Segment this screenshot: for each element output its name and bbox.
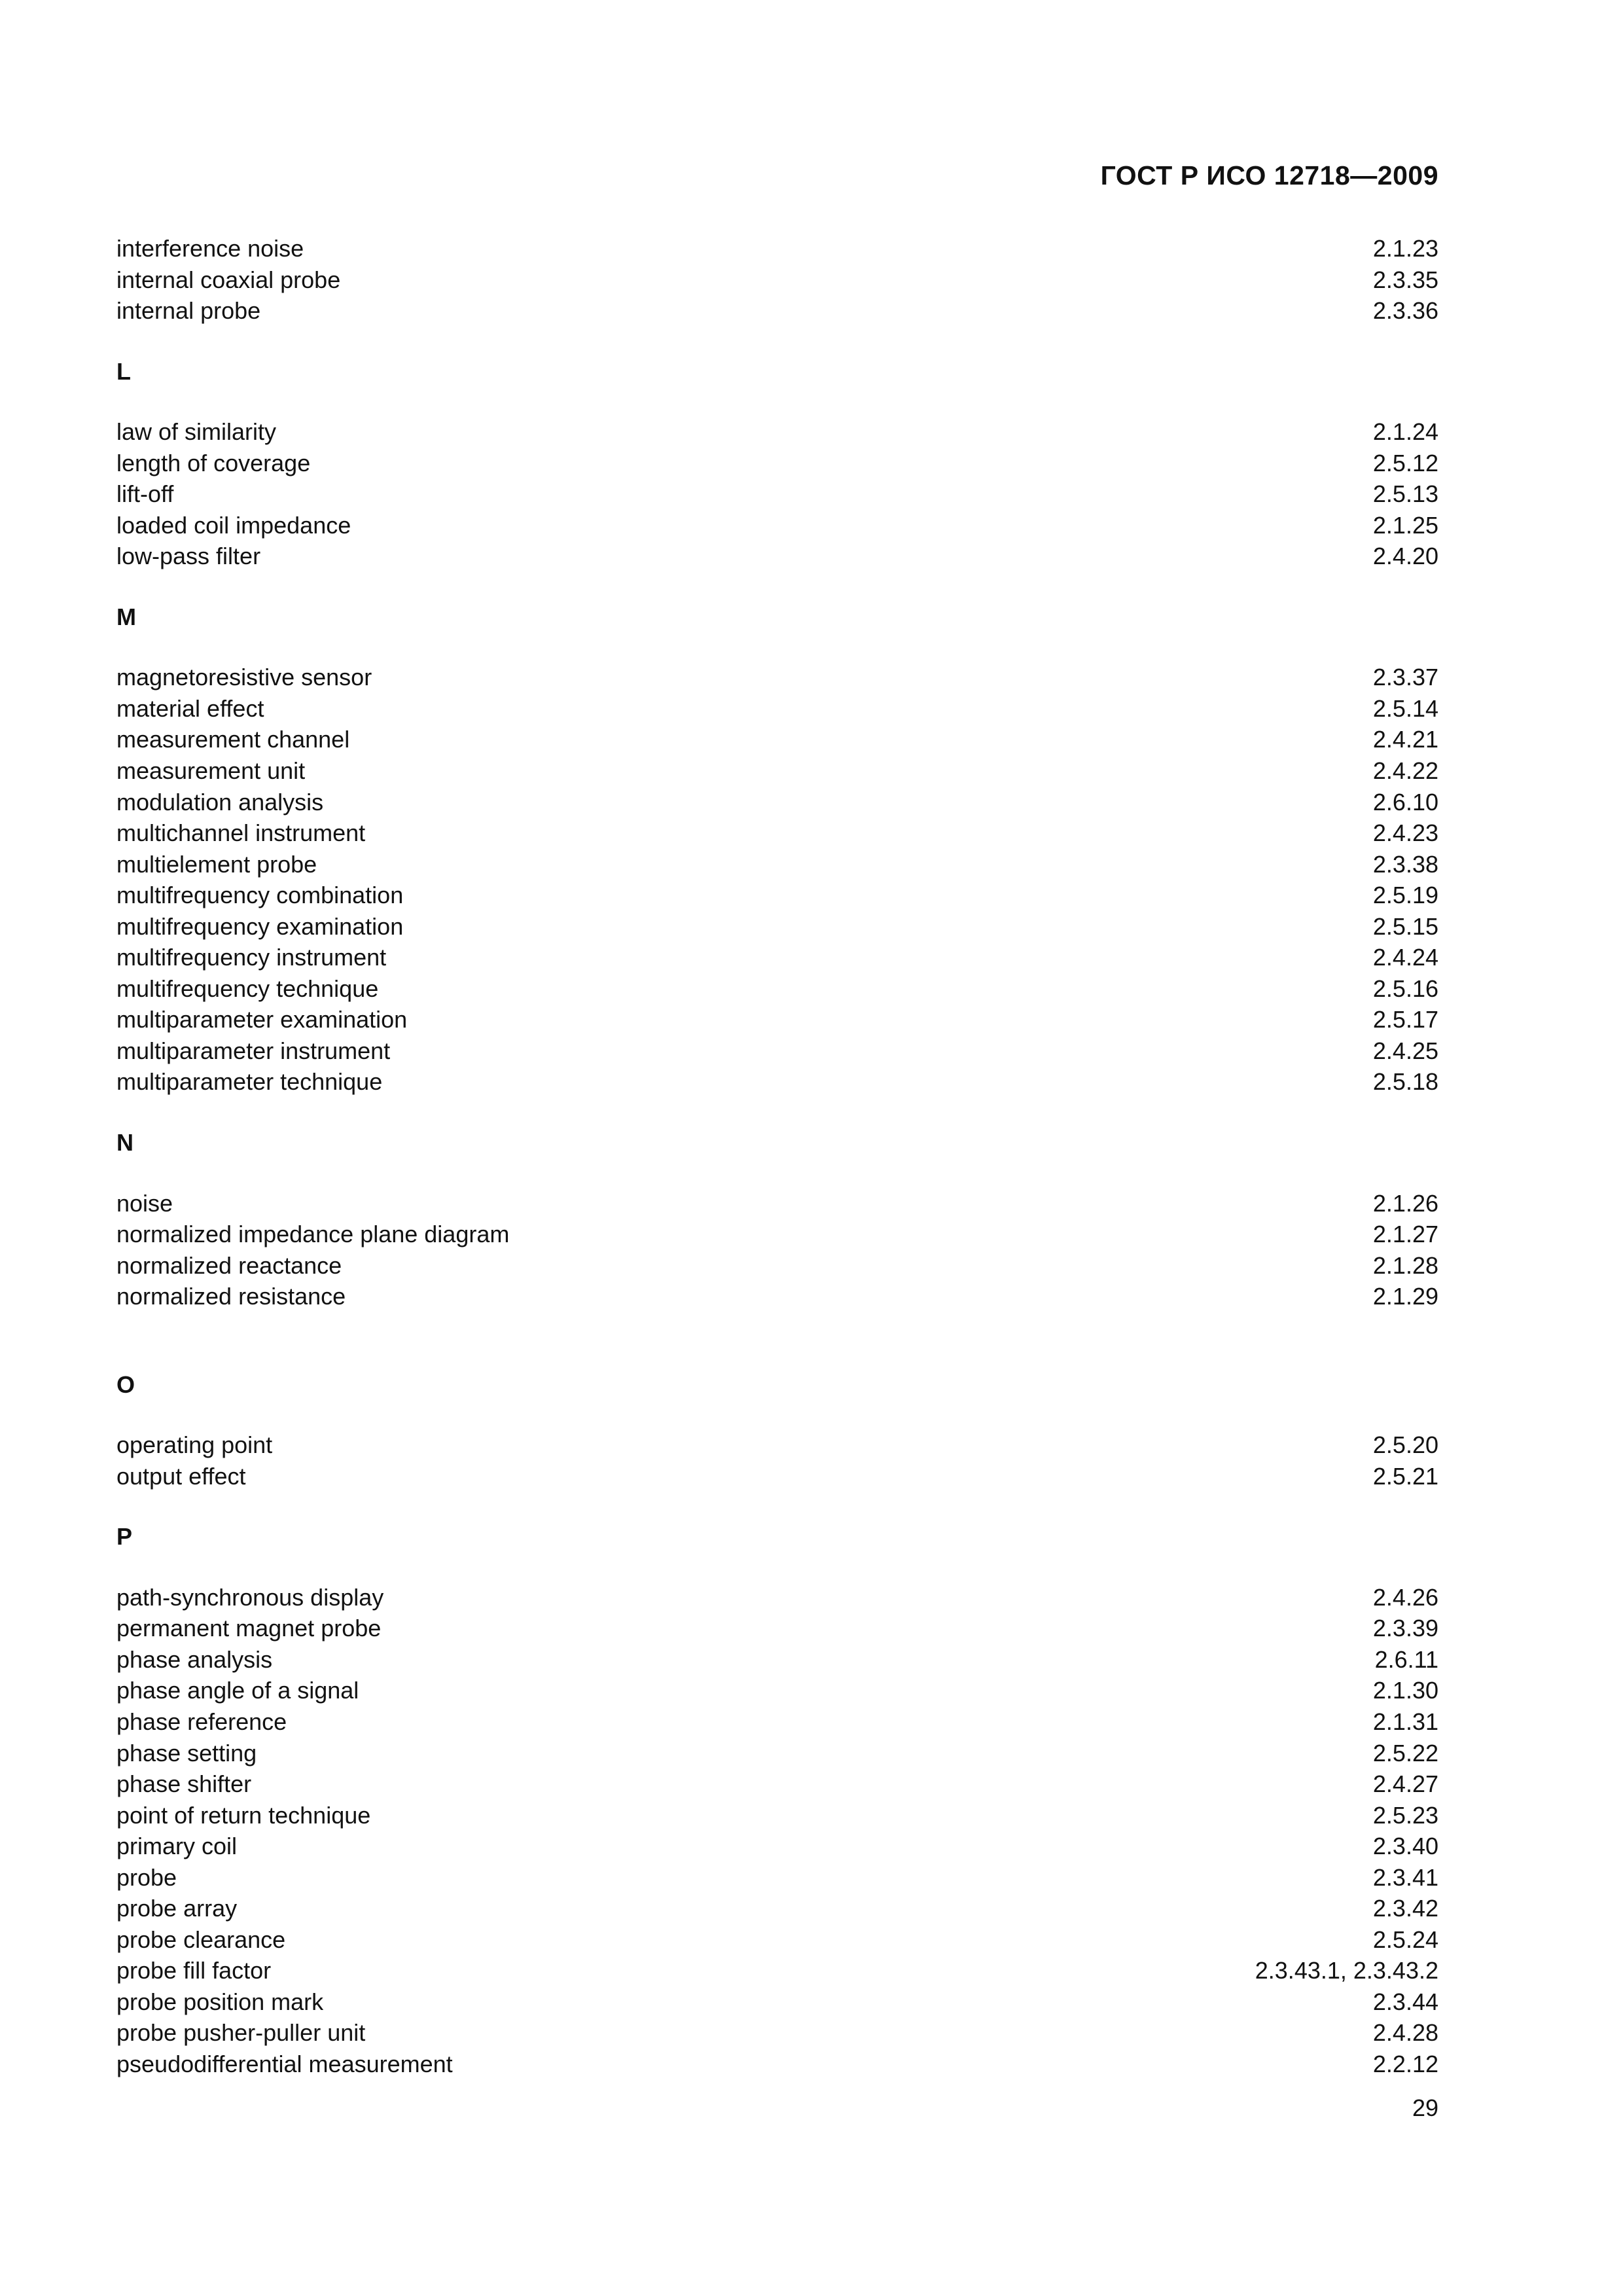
index-entry bbox=[116, 1035, 1438, 1067]
entry-term: measurement unit bbox=[116, 757, 306, 785]
index-entry bbox=[116, 1862, 1438, 1893]
entry-term: normalized impedance plane diagram bbox=[116, 1221, 510, 1248]
entry-reference: 2.4.22 bbox=[1372, 757, 1438, 785]
entry-reference: 2.3.35 bbox=[1372, 266, 1438, 293]
index-entry bbox=[116, 416, 1438, 448]
index-entry bbox=[116, 541, 1438, 572]
section-spacer bbox=[116, 1098, 1438, 1127]
page-number: 29 bbox=[1412, 2094, 1438, 2121]
section-spacer bbox=[116, 327, 1438, 356]
letter-spacer bbox=[116, 1158, 1438, 1188]
letter-spacer bbox=[116, 1400, 1438, 1429]
entry-term: multifrequency combination bbox=[116, 882, 404, 909]
index-entry bbox=[116, 264, 1438, 296]
document-page bbox=[116, 0, 1438, 2296]
index-section bbox=[116, 356, 1438, 572]
index-entry bbox=[116, 510, 1438, 541]
entry-reference: 2.1.29 bbox=[1372, 1283, 1438, 1310]
entry-reference: 2.1.25 bbox=[1372, 511, 1438, 539]
index-entry bbox=[116, 1800, 1438, 1831]
entry-reference: 2.5.24 bbox=[1372, 1926, 1438, 1953]
entry-reference: 2.5.13 bbox=[1372, 480, 1438, 508]
index-section bbox=[116, 1369, 1438, 1492]
entry-term: internal coaxial probe bbox=[116, 266, 341, 293]
index-entry bbox=[116, 1461, 1438, 1492]
entry-term: interference noise bbox=[116, 235, 304, 262]
entry-reference: 2.3.40 bbox=[1372, 1833, 1438, 1860]
section-letter: O bbox=[116, 1371, 135, 1398]
entry-term: phase setting bbox=[116, 1739, 257, 1767]
entry-term: primary coil bbox=[116, 1833, 238, 1860]
entry-term: phase analysis bbox=[116, 1645, 273, 1673]
index-entry bbox=[116, 1893, 1438, 1924]
entry-reference: 2.5.14 bbox=[1372, 694, 1438, 722]
entry-term: noise bbox=[116, 1189, 173, 1217]
index-entry bbox=[116, 973, 1438, 1005]
entry-term: modulation analysis bbox=[116, 788, 324, 816]
entry-reference: 2.5.22 bbox=[1372, 1739, 1438, 1767]
section-letter: L bbox=[116, 357, 131, 385]
entry-term: low-pass filter bbox=[116, 543, 261, 570]
entry-term: probe position mark bbox=[116, 1988, 324, 2015]
entry-reference: 2.4.23 bbox=[1372, 819, 1438, 847]
index-entry bbox=[116, 1986, 1438, 2018]
index-entry bbox=[116, 1004, 1438, 1035]
entry-reference: 2.1.28 bbox=[1372, 1251, 1438, 1279]
entry-reference: 2.1.31 bbox=[1372, 1708, 1438, 1735]
entry-reference: 2.4.20 bbox=[1372, 543, 1438, 570]
entry-reference: 2.1.30 bbox=[1372, 1677, 1438, 1704]
entry-term: measurement channel bbox=[116, 726, 350, 753]
entry-reference: 2.5.19 bbox=[1372, 882, 1438, 909]
index-entry bbox=[116, 817, 1438, 849]
index-entry bbox=[116, 233, 1438, 264]
index-entry bbox=[116, 2049, 1438, 2080]
entry-term: law of similarity bbox=[116, 418, 277, 446]
entry-reference: 2.3.36 bbox=[1372, 297, 1438, 325]
entry-reference: 2.5.15 bbox=[1372, 912, 1438, 940]
index-entry bbox=[116, 1675, 1438, 1706]
entry-term: multiparameter examination bbox=[116, 1006, 408, 1033]
entry-term: loaded coil impedance bbox=[116, 511, 351, 539]
entry-reference: 2.1.26 bbox=[1372, 1189, 1438, 1217]
entry-term: phase angle of a signal bbox=[116, 1677, 359, 1704]
document-header: ГОСТ Р ИСО 12718—2009 bbox=[1100, 160, 1438, 190]
index-entry bbox=[116, 1429, 1438, 1461]
entry-reference: 2.6.11 bbox=[1374, 1645, 1438, 1673]
letter-spacer bbox=[116, 387, 1438, 416]
index-entry bbox=[116, 1219, 1438, 1250]
entry-term: path-synchronous display bbox=[116, 1583, 384, 1611]
index-entry bbox=[116, 2017, 1438, 2049]
index-entry bbox=[116, 478, 1438, 510]
entry-term: permanent magnet probe bbox=[116, 1615, 382, 1642]
letter-spacer bbox=[116, 1552, 1438, 1582]
index-section bbox=[116, 1127, 1438, 1312]
section-spacer bbox=[116, 572, 1438, 601]
index-entry bbox=[116, 849, 1438, 880]
entry-term: multichannel instrument bbox=[116, 819, 366, 847]
index-entry bbox=[116, 1738, 1438, 1769]
index-entry bbox=[116, 1188, 1438, 1219]
entry-reference: 2.5.18 bbox=[1372, 1068, 1438, 1096]
entry-term: probe clearance bbox=[116, 1926, 286, 1953]
section-letter: M bbox=[116, 603, 136, 630]
entry-term: pseudodifferential measurement bbox=[116, 2051, 453, 2078]
entry-reference: 2.3.42 bbox=[1372, 1895, 1438, 1922]
entry-reference: 2.5.21 bbox=[1372, 1462, 1438, 1490]
index-entry bbox=[116, 1066, 1438, 1098]
entry-reference: 2.4.24 bbox=[1372, 944, 1438, 971]
entry-term: multifrequency technique bbox=[116, 975, 379, 1002]
index-entry bbox=[116, 1582, 1438, 1613]
index-section bbox=[116, 233, 1438, 327]
entry-term: normalized reactance bbox=[116, 1251, 342, 1279]
entry-term: probe pusher-puller unit bbox=[116, 2019, 366, 2047]
index-entry bbox=[116, 1613, 1438, 1644]
entry-reference: 2.6.10 bbox=[1372, 788, 1438, 816]
entry-term: probe fill factor bbox=[116, 1957, 272, 1984]
entry-reference: 2.4.25 bbox=[1372, 1037, 1438, 1064]
entry-reference: 2.3.37 bbox=[1372, 664, 1438, 691]
index-entry bbox=[116, 1706, 1438, 1738]
index-entry bbox=[116, 942, 1438, 973]
index-entry bbox=[116, 1250, 1438, 1282]
entry-reference: 2.5.17 bbox=[1372, 1006, 1438, 1033]
entry-term: multiparameter technique bbox=[116, 1068, 383, 1096]
entry-term: operating point bbox=[116, 1431, 273, 1459]
entry-term: multielement probe bbox=[116, 850, 317, 878]
entry-reference: 2.5.20 bbox=[1372, 1431, 1438, 1459]
entry-reference: 2.1.23 bbox=[1372, 235, 1438, 262]
entry-reference: 2.2.12 bbox=[1372, 2051, 1438, 2078]
entry-reference: 2.3.41 bbox=[1372, 1863, 1438, 1891]
index-entry bbox=[116, 693, 1438, 725]
entry-reference: 2.3.38 bbox=[1372, 850, 1438, 878]
index-entry bbox=[116, 295, 1438, 327]
index-section bbox=[116, 601, 1438, 1098]
entry-term: magnetoresistive sensor bbox=[116, 664, 372, 691]
entry-reference: 2.4.27 bbox=[1372, 1770, 1438, 1798]
entry-term: output effect bbox=[116, 1462, 246, 1490]
entry-reference: 2.1.27 bbox=[1372, 1221, 1438, 1248]
entry-reference: 2.5.23 bbox=[1372, 1801, 1438, 1829]
entry-reference: 2.3.44 bbox=[1372, 1988, 1438, 2015]
index-entry bbox=[116, 911, 1438, 942]
entry-term: internal probe bbox=[116, 297, 261, 325]
entry-reference: 2.5.16 bbox=[1372, 975, 1438, 1002]
index-section bbox=[116, 1521, 1438, 2079]
index-entry bbox=[116, 755, 1438, 787]
entry-reference: 2.3.39 bbox=[1372, 1615, 1438, 1642]
index-entry bbox=[116, 724, 1438, 755]
entry-term: phase shifter bbox=[116, 1770, 252, 1798]
entry-term: point of return technique bbox=[116, 1801, 371, 1829]
entry-reference: 2.4.26 bbox=[1372, 1583, 1438, 1611]
entry-term: probe bbox=[116, 1863, 177, 1891]
index-entry bbox=[116, 1281, 1438, 1312]
entry-reference: 2.3.43.1, 2.3.43.2 bbox=[1255, 1957, 1438, 1984]
entry-term: multiparameter instrument bbox=[116, 1037, 391, 1064]
index-entry bbox=[116, 1955, 1438, 1986]
entry-term: lift-off bbox=[116, 480, 174, 508]
index-entry bbox=[116, 1924, 1438, 1956]
letter-spacer bbox=[116, 632, 1438, 662]
entry-term: multifrequency instrument bbox=[116, 944, 387, 971]
index-entry bbox=[116, 448, 1438, 479]
section-letter: P bbox=[116, 1523, 133, 1551]
entry-term: probe array bbox=[116, 1895, 238, 1922]
entry-reference: 2.4.28 bbox=[1372, 2019, 1438, 2047]
index-entry bbox=[116, 662, 1438, 693]
section-letter: N bbox=[116, 1129, 134, 1157]
entry-term: phase reference bbox=[116, 1708, 287, 1735]
index-entry bbox=[116, 1644, 1438, 1676]
entry-term: multifrequency examination bbox=[116, 912, 404, 940]
entry-reference: 2.4.21 bbox=[1372, 726, 1438, 753]
index-entry bbox=[116, 880, 1438, 911]
entry-reference: 2.5.12 bbox=[1372, 449, 1438, 476]
term-index bbox=[116, 233, 1438, 2080]
section-spacer bbox=[116, 1312, 1438, 1369]
index-entry bbox=[116, 1768, 1438, 1800]
section-spacer bbox=[116, 1492, 1438, 1521]
index-entry bbox=[116, 1831, 1438, 1862]
index-entry bbox=[116, 787, 1438, 818]
entry-term: normalized resistance bbox=[116, 1283, 346, 1310]
entry-term: material effect bbox=[116, 694, 264, 722]
entry-term: length of coverage bbox=[116, 449, 311, 476]
entry-reference: 2.1.24 bbox=[1372, 418, 1438, 446]
